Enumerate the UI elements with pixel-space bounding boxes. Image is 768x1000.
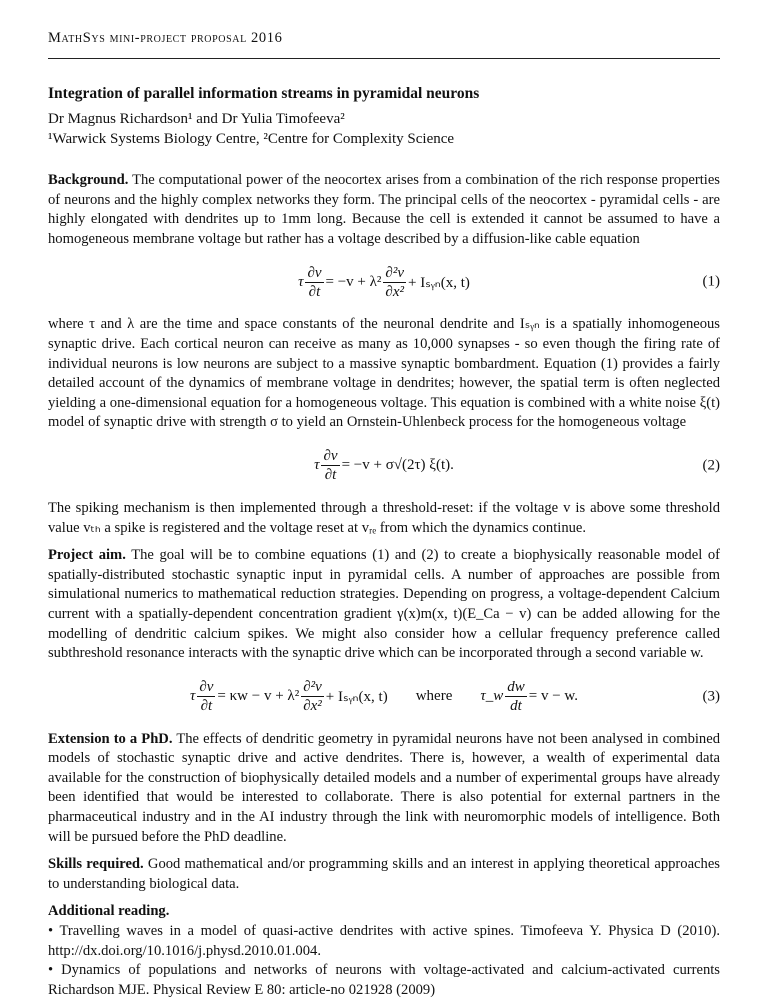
eq1-rhs-num: ∂²v bbox=[385, 264, 404, 281]
eq1-number: (1) bbox=[702, 273, 720, 290]
paper-title: Integration of parallel information streams in pyramidal neurons bbox=[48, 85, 480, 102]
skills-paragraph bbox=[48, 855, 720, 894]
eq3-rhs-num: ∂²v bbox=[303, 679, 322, 696]
eq3-w-coef: τ_w bbox=[480, 688, 504, 705]
eq3-rhs-fraction bbox=[301, 678, 324, 715]
eq3-rhs-a: = κw − v + λ² bbox=[217, 688, 300, 705]
eq1-rhs-fraction bbox=[383, 264, 406, 301]
authors-line: Dr Magnus Richardson¹ and Dr Yulia Timofeeva² bbox=[48, 111, 345, 127]
eq2-lhs-num: ∂v bbox=[323, 448, 338, 465]
eq3-rhs-b: + Iₛᵧₙ(x, t) bbox=[325, 689, 388, 706]
background-text-1: The computational power of the neocortex arises from a combination of the rich response properties of neurons and the highly complex networks they form. The principal cells of the neocortex - pyramidal cells - are highly elongated with dendrites up to 1mm long. Because the cell is extended it cannot be assumed to have a homogeneous membrane voltage but rather has a voltage described by a diffusion-like cable equation bbox=[48, 172, 720, 247]
eq1-rhs-a: = −v + λ² bbox=[325, 273, 382, 290]
eq3-lhs-num: ∂v bbox=[199, 679, 214, 696]
equation-2 bbox=[48, 437, 720, 495]
eq2-lhs-den: ∂t bbox=[324, 467, 337, 484]
page-content bbox=[48, 85, 720, 1000]
header-rule bbox=[48, 58, 720, 59]
background-text-3: The spiking mechanism is then implemented through a threshold-reset: if the voltage v is above some threshold value vₜₕ a spike is registered and the voltage reset at vᵣₑ from which the dynamics continue. bbox=[48, 499, 720, 536]
eq2-lhs-fraction bbox=[321, 447, 339, 484]
running-header: MathSys mini-project proposal 2016 bbox=[48, 30, 283, 46]
eq1-lhs-num: ∂v bbox=[307, 264, 322, 281]
phd-text: The effects of dendritic geometry in pyramidal neurons have not been analysed in combined models of stochastic synaptic drive and active dendrites. There is, however, a wealth of experimental data available for the construction of biophysically detailed models and a number of experimental groups have already been identified that would be interested to collaborate. There is also potential for external partners in the pharmaceutical industry and in the AI industry through the link with neuromorphic models of intelligence. Both will be pursued before the PhD deadline. bbox=[48, 730, 721, 845]
background-text-2: where τ and λ are the time and space constants of the neuronal dendrite and Iₛᵧₙ is a spatially inhomogeneous synaptic drive. Each cortical neuron can receive as many as 10,000 synapses - so even though the firing rate of individual neurons is low neurons are subject to a massive synaptic bombardment. Equation (1) provides a fairly detailed account of the dynamics of membrane voltage in dendrites; however, the spatial term is often neglected yielding a one-dimensional equation for a homogeneous voltage. This equation is combined with a white noise ξ(t) model of synaptic drive with strength σ to yield an Ornstein-Uhlenbeck process for the homogeneous voltage bbox=[48, 316, 720, 431]
affiliations-line: ¹Warwick Systems Biology Centre, ²Centre for Complexity Science bbox=[48, 131, 455, 147]
eq3-rhs-den: ∂x² bbox=[303, 698, 322, 715]
eq1-rhs-den: ∂x² bbox=[385, 283, 404, 300]
aim-paragraph bbox=[48, 546, 720, 664]
eq1-lhs-den: ∂t bbox=[308, 283, 321, 300]
eq3-lhs-coef: τ bbox=[189, 688, 196, 705]
aim-text: The goal will be to combine equations (1) and (2) to create a biophysically reasonable model of spatially-distributed stochastic synaptic input in pyramidal cells. A number of approaches are possible from simulational numerics to mathematical reduction strategies. Depending on progress, a voltage-dependent Calcium current with a spatially-dependent concentration gradient γ(x)m(x, t)(E_Ca − v) can be added allowing for the modelling of dendritic calcium spikes. We might also consider how a cellular frequency preference called subthreshold resonance interacts with the synaptic drive which can be incorporated through a second variable w. bbox=[48, 547, 721, 662]
eq1-lhs-fraction bbox=[305, 264, 323, 301]
eq2-rhs: = −v + σ√(2τ) ξ(t). bbox=[341, 457, 454, 474]
reading-item-1: • Travelling waves in a model of quasi-active dendrites with active spines. Timofeeva Y. Physica D (2010). http://dx.doi.org/10.1016/j.physd.2010.01.004. bbox=[48, 923, 720, 959]
eq3-lhs-fraction bbox=[197, 678, 215, 715]
equation-3 bbox=[48, 668, 720, 726]
aim-heading: Project aim. bbox=[48, 547, 126, 564]
skills-text: Good mathematical and/or programming skills and an interest in applying theoretical approaches to understanding biological data. bbox=[48, 856, 720, 892]
skills-heading: Skills required. bbox=[48, 856, 144, 873]
equation-1 bbox=[48, 253, 720, 311]
reading-heading-line bbox=[48, 902, 720, 922]
eq3-w-num: dw bbox=[507, 679, 525, 696]
eq3-lhs-den: ∂t bbox=[200, 698, 213, 715]
eq3-w-rhs: = v − w. bbox=[528, 688, 579, 705]
background-paragraph bbox=[48, 171, 720, 249]
reading-item-2: • Dynamics of populations and networks of neurons with voltage-activated and calcium-activated currents Richardson MJE. Physical Review E 80: article-no 021928 (2009) bbox=[48, 962, 720, 998]
eq2-number: (2) bbox=[702, 457, 720, 474]
eq3-number: (3) bbox=[702, 688, 720, 705]
eq1-rhs-b: + Iₛᵧₙ(x, t) bbox=[408, 274, 470, 291]
eq3-w-den: dt bbox=[510, 698, 522, 715]
eq3-where: where bbox=[415, 688, 453, 705]
reading-heading: Additional reading. bbox=[48, 903, 170, 920]
phd-paragraph bbox=[48, 730, 720, 848]
phd-heading: Extension to a PhD. bbox=[48, 730, 173, 747]
background-heading: Background. bbox=[48, 172, 129, 188]
eq2-lhs-coef: τ bbox=[314, 457, 320, 474]
eq1-lhs-coef: τ bbox=[298, 273, 304, 290]
eq3-w-fraction bbox=[505, 678, 527, 715]
